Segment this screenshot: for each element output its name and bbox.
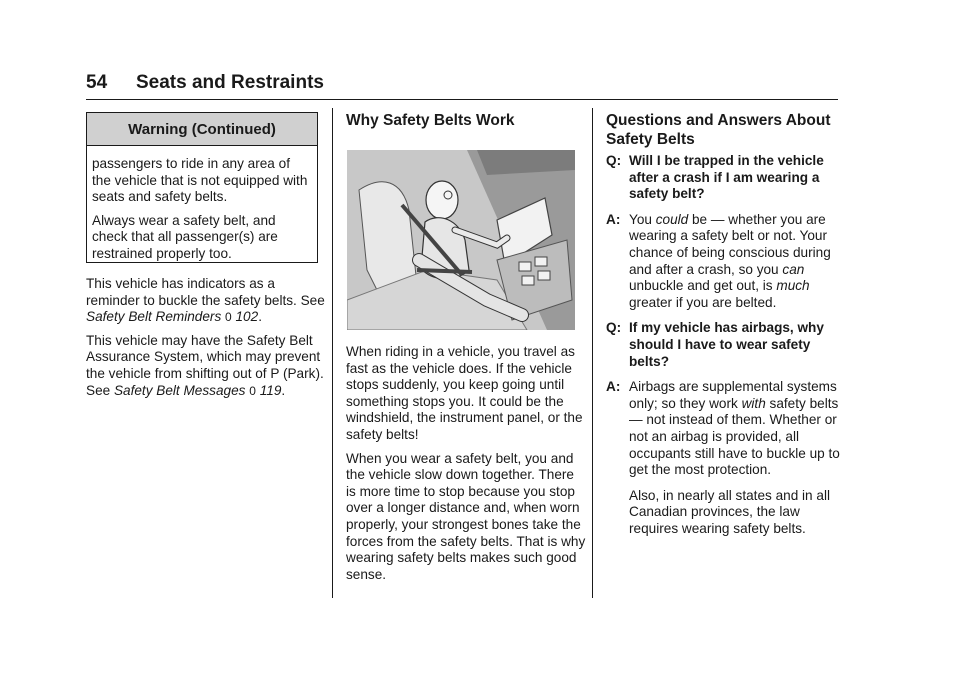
answer: A: You could be — whether you are wearing a safety belt or not. Your chance of being conscious during and after a crash, so you can unbuckle and get out, is much greater if you are belted. xyxy=(606,211,831,310)
question-label: Q: xyxy=(606,153,622,168)
answer-label: A: xyxy=(606,211,621,227)
header-rule xyxy=(86,99,838,100)
answer-label: A: xyxy=(606,379,621,395)
cross-reference-link[interactable]: Safety Belt Reminders xyxy=(86,309,222,325)
paragraph: This vehicle has indicators as a reminder to buckle the safety belts. See Safety Belt Reminders 0 102. xyxy=(86,276,325,325)
paragraph: When you wear a safety belt, you and the vehicle slow down together. There is more time to stop because you stop over a longer distance and, when worn properly, your strongest bones take the forces from the safety belts. That is why wearing safety belts makes such good sense. xyxy=(346,450,586,582)
warning-box xyxy=(86,112,318,263)
section-heading: Questions and Answers About Safety Belts xyxy=(606,112,831,148)
section-title: Seats and Restraints xyxy=(136,72,324,93)
answer-continuation: Also, in nearly all states and in all Canadian provinces, the law requires wearing safety belts. xyxy=(629,487,830,536)
question xyxy=(606,153,842,203)
page-number: 54 xyxy=(86,72,108,93)
question-text: If my vehicle has airbags, why should I have to wear safety belts? xyxy=(629,320,824,369)
cross-reference-link[interactable]: Safety Belt Messages xyxy=(113,382,246,398)
page-ref[interactable]: 119 xyxy=(259,382,282,398)
column-divider xyxy=(332,108,333,598)
column-2-text xyxy=(346,344,586,590)
paragraph: This vehicle may have the Safety Belt Assurance System, which may prevent the vehicle from shifting out of P (Park). See Safety Belt Messages 0 119. xyxy=(86,332,324,398)
page-header xyxy=(86,72,838,102)
warning-paragraph: passengers to ride in any area of the vehicle that is not equipped with seats and safety belts. xyxy=(92,156,308,205)
question-label: Q: xyxy=(606,320,622,336)
section-heading: Why Safety Belts Work xyxy=(346,112,515,129)
warning-paragraph: Always wear a safety belt, and check that all passenger(s) are restrained properly too. xyxy=(92,212,278,261)
warning-body xyxy=(87,146,317,263)
question-text: Will I be trapped in the vehicle after a crash if I am wearing a safety belt? xyxy=(629,153,824,202)
question xyxy=(606,320,842,370)
column-1-text xyxy=(86,276,326,406)
warning-title: Warning (Continued) xyxy=(87,113,317,146)
column-divider xyxy=(592,108,593,598)
page-ref-icon: 0 xyxy=(225,310,232,325)
answer: A: Airbags are supplemental systems only; so they work with safety belts — not instead of them. Whether or not an airbag is provided, all occupants still have to buckle up to get the most protection. xyxy=(606,379,840,478)
crash-dummy-illustration xyxy=(347,150,575,330)
qa-list xyxy=(606,153,842,546)
page-ref-icon: 0 xyxy=(249,383,256,398)
page-ref[interactable]: 102 xyxy=(235,309,259,325)
paragraph: When riding in a vehicle, you travel as fast as the vehicle does. If the vehicle stops suddenly, you keep going until something stops you. It could be the windshield, the instrument panel, or the safety belts! xyxy=(346,344,583,442)
